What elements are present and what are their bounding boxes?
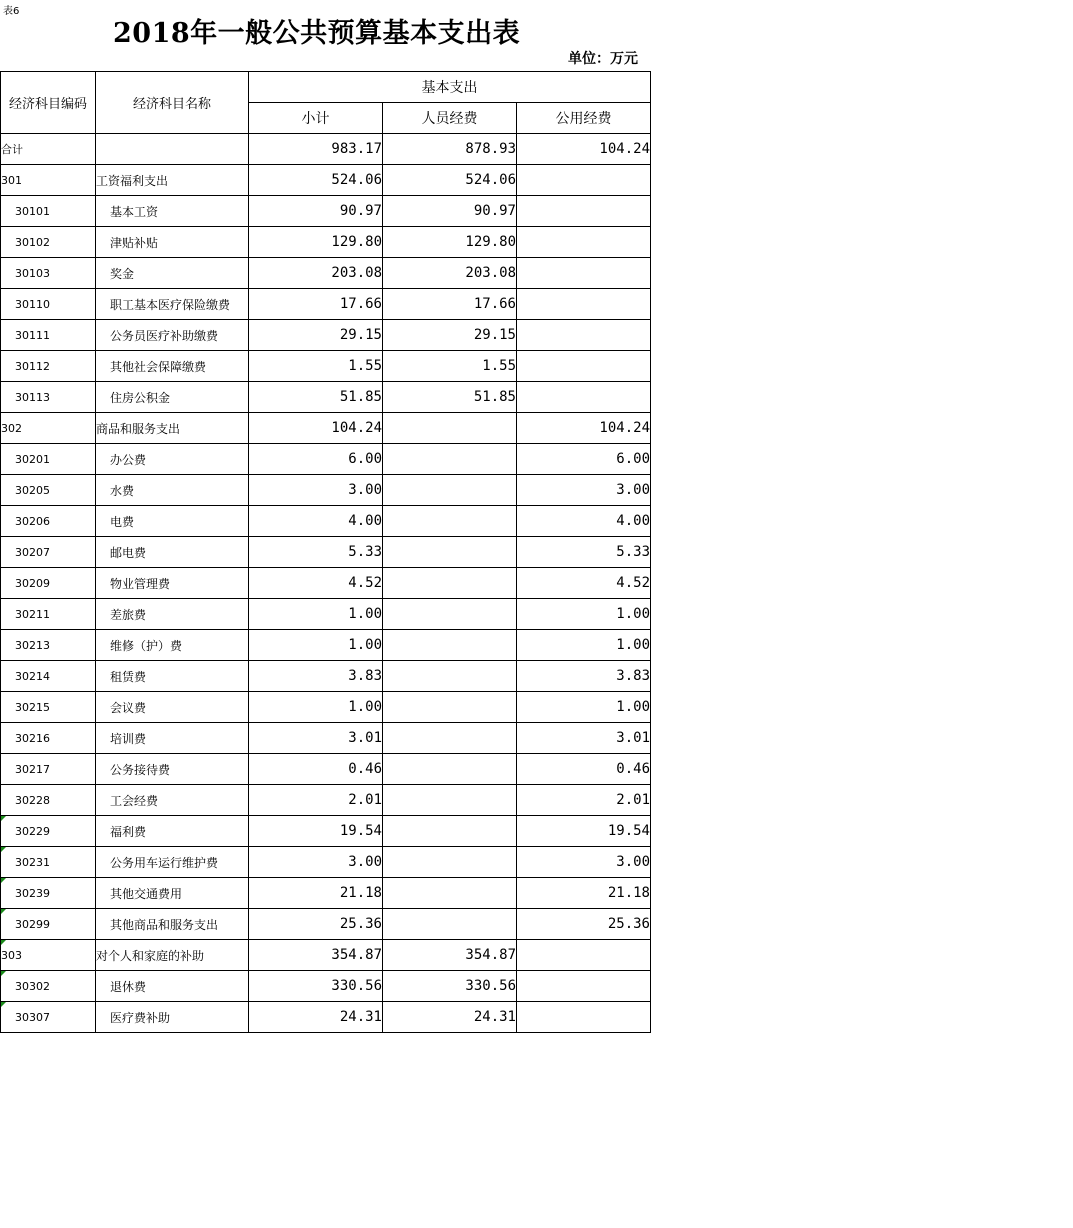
cell-subtotal[interactable]: 524.06 — [249, 165, 383, 196]
cell-public[interactable]: 1.00 — [517, 692, 651, 723]
cell-code-text: 30101 — [15, 204, 50, 218]
cell-personnel[interactable] — [383, 537, 517, 568]
cell-public[interactable]: 4.00 — [517, 506, 651, 537]
cell-code[interactable] — [1, 940, 96, 971]
cell-subtotal[interactable]: 5.33 — [249, 537, 383, 568]
cell-code-text: 30214 — [15, 669, 50, 683]
cell-subtotal[interactable]: 24.31 — [249, 1002, 383, 1033]
cell-personnel[interactable] — [383, 754, 517, 785]
cell-public[interactable]: 104.24 — [517, 134, 651, 165]
cell-subtotal[interactable]: 21.18 — [249, 878, 383, 909]
cell-code[interactable] — [1, 475, 96, 506]
header-row-top — [1, 72, 651, 103]
cell-code-text: 30113 — [15, 390, 50, 404]
cell-code-text: 30111 — [15, 328, 50, 342]
cell-public[interactable]: 21.18 — [517, 878, 651, 909]
table-row — [1, 568, 651, 599]
cell-subtotal[interactable]: 4.52 — [249, 568, 383, 599]
cell-name[interactable]: 医疗费补助 — [96, 1002, 249, 1033]
cell-code[interactable] — [1, 816, 96, 847]
cell-name[interactable]: 职工基本医疗保险缴费 — [96, 289, 249, 320]
cell-code[interactable] — [1, 134, 96, 165]
cell-public[interactable] — [517, 196, 651, 227]
table-row — [1, 878, 651, 909]
table-row — [1, 630, 651, 661]
cell-personnel[interactable] — [383, 878, 517, 909]
cell-code[interactable] — [1, 537, 96, 568]
cell-name[interactable]: 其他社会保障缴费 — [96, 351, 249, 382]
cell-error-flag-icon — [1, 878, 6, 883]
cell-code[interactable] — [1, 227, 96, 258]
cell-public[interactable]: 19.54 — [517, 816, 651, 847]
cell-personnel[interactable] — [383, 909, 517, 940]
cell-personnel[interactable] — [383, 661, 517, 692]
cell-code-text: 30211 — [15, 607, 50, 621]
cell-public[interactable]: 4.52 — [517, 568, 651, 599]
cell-subtotal[interactable]: 2.01 — [249, 785, 383, 816]
table-row — [1, 475, 651, 506]
cell-code[interactable] — [1, 785, 96, 816]
cell-public[interactable] — [517, 1002, 651, 1033]
table-row — [1, 134, 651, 165]
cell-subtotal[interactable]: 19.54 — [249, 816, 383, 847]
cell-error-flag-icon — [1, 940, 6, 945]
cell-personnel[interactable] — [383, 413, 517, 444]
cell-name[interactable]: 会议费 — [96, 692, 249, 723]
cell-public[interactable]: 6.00 — [517, 444, 651, 475]
cell-subtotal[interactable]: 354.87 — [249, 940, 383, 971]
cell-name[interactable]: 办公费 — [96, 444, 249, 475]
cell-code-text: 30201 — [15, 452, 50, 466]
header-personnel: 人员经费 — [383, 103, 517, 134]
cell-code-text: 30103 — [15, 266, 50, 280]
cell-code-text: 301 — [1, 173, 22, 187]
cell-error-flag-icon — [1, 909, 6, 914]
cell-code-text: 30209 — [15, 576, 50, 590]
cell-name[interactable]: 商品和服务支出 — [96, 413, 249, 444]
cell-personnel[interactable] — [383, 599, 517, 630]
header-group-basic: 基本支出 — [249, 72, 651, 103]
table-row — [1, 754, 651, 785]
cell-public[interactable]: 2.01 — [517, 785, 651, 816]
cell-code-text: 30302 — [15, 979, 50, 993]
cell-personnel[interactable]: 51.85 — [383, 382, 517, 413]
cell-personnel[interactable]: 24.31 — [383, 1002, 517, 1033]
table-row — [1, 692, 651, 723]
cell-subtotal[interactable]: 1.00 — [249, 692, 383, 723]
cell-personnel[interactable] — [383, 785, 517, 816]
cell-subtotal[interactable]: 1.00 — [249, 599, 383, 630]
cell-public[interactable] — [517, 971, 651, 1002]
cell-public[interactable]: 1.00 — [517, 630, 651, 661]
cell-code[interactable] — [1, 599, 96, 630]
cell-public[interactable]: 3.83 — [517, 661, 651, 692]
cell-public[interactable]: 5.33 — [517, 537, 651, 568]
cell-code-text: 30229 — [15, 824, 50, 838]
cell-code-text: 30239 — [15, 886, 50, 900]
table-row — [1, 227, 651, 258]
table-row — [1, 537, 651, 568]
cell-subtotal[interactable]: 1.55 — [249, 351, 383, 382]
cell-code-text: 303 — [1, 948, 22, 962]
table-row — [1, 1002, 651, 1033]
cell-public[interactable]: 1.00 — [517, 599, 651, 630]
cell-code-text: 30299 — [15, 917, 50, 931]
table-row — [1, 971, 651, 1002]
cell-subtotal[interactable]: 203.08 — [249, 258, 383, 289]
cell-subtotal[interactable]: 983.17 — [249, 134, 383, 165]
cell-code[interactable] — [1, 382, 96, 413]
cell-name[interactable]: 物业管理费 — [96, 568, 249, 599]
cell-personnel[interactable]: 878.93 — [383, 134, 517, 165]
cell-subtotal[interactable]: 3.01 — [249, 723, 383, 754]
cell-subtotal[interactable]: 1.00 — [249, 630, 383, 661]
cell-subtotal[interactable]: 17.66 — [249, 289, 383, 320]
cell-subtotal[interactable]: 330.56 — [249, 971, 383, 1002]
cell-name[interactable]: 工资福利支出 — [96, 165, 249, 196]
table-row — [1, 785, 651, 816]
cell-name[interactable]: 其他商品和服务支出 — [96, 909, 249, 940]
cell-name[interactable]: 住房公积金 — [96, 382, 249, 413]
cell-code-text: 30216 — [15, 731, 50, 745]
cell-code[interactable] — [1, 568, 96, 599]
cell-personnel[interactable] — [383, 568, 517, 599]
cell-public[interactable] — [517, 320, 651, 351]
cell-personnel[interactable]: 524.06 — [383, 165, 517, 196]
table-row — [1, 599, 651, 630]
cell-subtotal[interactable]: 129.80 — [249, 227, 383, 258]
cell-code-text: 30307 — [15, 1010, 50, 1024]
header-code: 经济科目编码 — [1, 72, 96, 134]
cell-personnel[interactable]: 203.08 — [383, 258, 517, 289]
table-row — [1, 909, 651, 940]
cell-code-text: 30206 — [15, 514, 50, 528]
cell-subtotal[interactable]: 90.97 — [249, 196, 383, 227]
cell-name[interactable]: 邮电费 — [96, 537, 249, 568]
cell-subtotal[interactable]: 29.15 — [249, 320, 383, 351]
table-row — [1, 382, 651, 413]
cell-code[interactable] — [1, 847, 96, 878]
cell-public[interactable] — [517, 289, 651, 320]
header-public: 公用经费 — [517, 103, 651, 134]
cell-subtotal[interactable]: 3.00 — [249, 475, 383, 506]
cell-personnel[interactable] — [383, 692, 517, 723]
table-row — [1, 413, 651, 444]
cell-name[interactable]: 维修（护）费 — [96, 630, 249, 661]
sheet-tag: 表6 — [3, 6, 20, 17]
cell-code-text: 30231 — [15, 855, 50, 869]
cell-code[interactable] — [1, 630, 96, 661]
table-row — [1, 940, 651, 971]
cell-subtotal[interactable]: 3.00 — [249, 847, 383, 878]
cell-public[interactable] — [517, 165, 651, 196]
cell-name[interactable] — [96, 134, 249, 165]
cell-public[interactable] — [517, 258, 651, 289]
budget-table — [0, 71, 651, 1033]
header-subtotal: 小计 — [249, 103, 383, 134]
cell-subtotal[interactable]: 25.36 — [249, 909, 383, 940]
cell-public[interactable] — [517, 227, 651, 258]
cell-code[interactable] — [1, 723, 96, 754]
table-row — [1, 816, 651, 847]
cell-error-flag-icon — [1, 1002, 6, 1007]
cell-public[interactable] — [517, 940, 651, 971]
unit-label: 单位：万元 — [568, 51, 638, 67]
cell-code[interactable] — [1, 1002, 96, 1033]
cell-name[interactable]: 退休费 — [96, 971, 249, 1002]
cell-error-flag-icon — [1, 816, 6, 821]
cell-public[interactable] — [517, 351, 651, 382]
cell-code-text: 30205 — [15, 483, 50, 497]
cell-subtotal[interactable]: 4.00 — [249, 506, 383, 537]
cell-public[interactable]: 0.46 — [517, 754, 651, 785]
table-body — [1, 134, 651, 1033]
table-row — [1, 444, 651, 475]
cell-name[interactable]: 电费 — [96, 506, 249, 537]
cell-subtotal[interactable]: 6.00 — [249, 444, 383, 475]
cell-code[interactable] — [1, 661, 96, 692]
cell-public[interactable]: 3.00 — [517, 475, 651, 506]
cell-name[interactable]: 公务接待费 — [96, 754, 249, 785]
cell-name[interactable]: 福利费 — [96, 816, 249, 847]
cell-public[interactable]: 25.36 — [517, 909, 651, 940]
table-row — [1, 289, 651, 320]
cell-code[interactable] — [1, 909, 96, 940]
cell-code-text: 30217 — [15, 762, 50, 776]
table-row — [1, 351, 651, 382]
cell-code-text: 30213 — [15, 638, 50, 652]
cell-name[interactable]: 基本工资 — [96, 196, 249, 227]
header-name: 经济科目名称 — [96, 72, 249, 134]
cell-error-flag-icon — [1, 971, 6, 976]
cell-code-text: 30110 — [15, 297, 50, 311]
cell-code[interactable] — [1, 351, 96, 382]
cell-code-text: 30228 — [15, 793, 50, 807]
table-row — [1, 320, 651, 351]
cell-public[interactable]: 3.00 — [517, 847, 651, 878]
cell-code[interactable] — [1, 258, 96, 289]
cell-personnel[interactable] — [383, 723, 517, 754]
table-row — [1, 506, 651, 537]
cell-name[interactable]: 培训费 — [96, 723, 249, 754]
cell-code[interactable] — [1, 754, 96, 785]
cell-name[interactable]: 工会经费 — [96, 785, 249, 816]
page-title: 2018年一般公共预算基本支出表 — [113, 18, 521, 49]
cell-code-text: 合计 — [1, 143, 23, 156]
cell-personnel[interactable] — [383, 630, 517, 661]
cell-name[interactable]: 水费 — [96, 475, 249, 506]
cell-code-text: 30102 — [15, 235, 50, 249]
table-row — [1, 258, 651, 289]
cell-subtotal[interactable]: 104.24 — [249, 413, 383, 444]
cell-personnel[interactable]: 1.55 — [383, 351, 517, 382]
cell-public[interactable]: 104.24 — [517, 413, 651, 444]
cell-personnel[interactable] — [383, 847, 517, 878]
cell-personnel[interactable] — [383, 506, 517, 537]
table-row — [1, 847, 651, 878]
cell-name[interactable]: 对个人和家庭的补助 — [96, 940, 249, 971]
cell-personnel[interactable] — [383, 816, 517, 847]
cell-subtotal[interactable]: 0.46 — [249, 754, 383, 785]
cell-public[interactable] — [517, 382, 651, 413]
cell-code-text: 30112 — [15, 359, 50, 373]
cell-personnel[interactable]: 129.80 — [383, 227, 517, 258]
cell-code[interactable] — [1, 289, 96, 320]
cell-error-flag-icon — [1, 847, 6, 852]
cell-name[interactable]: 奖金 — [96, 258, 249, 289]
cell-code[interactable] — [1, 878, 96, 909]
cell-code[interactable] — [1, 196, 96, 227]
cell-code-text: 30207 — [15, 545, 50, 559]
cell-name[interactable]: 差旅费 — [96, 599, 249, 630]
cell-code[interactable] — [1, 165, 96, 196]
table-row — [1, 196, 651, 227]
cell-name[interactable]: 公务用车运行维护费 — [96, 847, 249, 878]
cell-code[interactable] — [1, 320, 96, 351]
cell-name[interactable]: 公务员医疗补助缴费 — [96, 320, 249, 351]
cell-code[interactable] — [1, 692, 96, 723]
table-row — [1, 661, 651, 692]
cell-code[interactable] — [1, 413, 96, 444]
cell-public[interactable]: 3.01 — [517, 723, 651, 754]
cell-subtotal[interactable]: 3.83 — [249, 661, 383, 692]
cell-personnel[interactable] — [383, 444, 517, 475]
cell-name[interactable]: 租赁费 — [96, 661, 249, 692]
cell-name[interactable]: 其他交通费用 — [96, 878, 249, 909]
cell-code[interactable] — [1, 971, 96, 1002]
table-row — [1, 165, 651, 196]
cell-code-text: 30215 — [15, 700, 50, 714]
cell-subtotal[interactable]: 51.85 — [249, 382, 383, 413]
cell-personnel[interactable] — [383, 475, 517, 506]
cell-personnel[interactable]: 90.97 — [383, 196, 517, 227]
cell-personnel[interactable]: 330.56 — [383, 971, 517, 1002]
cell-code-text: 302 — [1, 421, 22, 435]
cell-name[interactable]: 津贴补贴 — [96, 227, 249, 258]
cell-code[interactable] — [1, 506, 96, 537]
cell-personnel[interactable]: 29.15 — [383, 320, 517, 351]
cell-personnel[interactable]: 17.66 — [383, 289, 517, 320]
table-row — [1, 723, 651, 754]
cell-code[interactable] — [1, 444, 96, 475]
cell-personnel[interactable]: 354.87 — [383, 940, 517, 971]
